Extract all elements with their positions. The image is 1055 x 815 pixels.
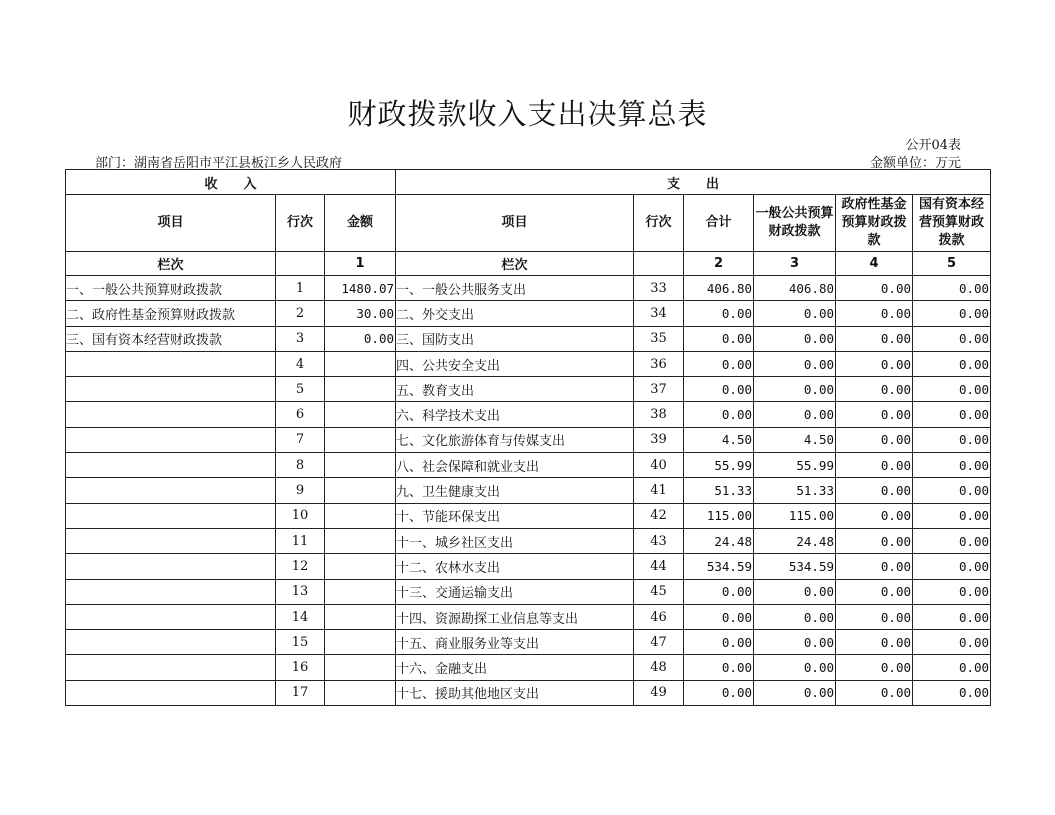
state-capital-cell: 0.00 [913, 655, 991, 680]
expense-row-no-cell: 49 [634, 680, 684, 705]
table-row [66, 402, 991, 427]
state-capital-cell: 0.00 [913, 554, 991, 579]
income-item-cell: 三、国有资本经营财政拨款 [66, 326, 276, 351]
income-row-no-cell: 8 [276, 453, 325, 478]
state-capital-cell: 0.00 [913, 503, 991, 528]
expense-row-no-cell: 40 [634, 453, 684, 478]
gov-fund-cell: 0.00 [836, 554, 913, 579]
column-3: 3 [754, 252, 836, 276]
state-capital-cell: 0.00 [913, 604, 991, 629]
state-capital-cell: 0.00 [913, 528, 991, 553]
general-budget-cell: 0.00 [754, 301, 836, 326]
income-row-no-cell: 12 [276, 554, 325, 579]
table-row [66, 351, 991, 376]
state-capital-cell: 0.00 [913, 402, 991, 427]
income-item-cell [66, 554, 276, 579]
income-amount-cell [325, 655, 396, 680]
expense-item-cell: 二、外交支出 [396, 301, 634, 326]
gov-fund-cell: 0.00 [836, 630, 913, 655]
expense-row-no-cell: 33 [634, 276, 684, 301]
income-row-no-cell: 6 [276, 402, 325, 427]
income-item-cell [66, 377, 276, 402]
column-empty-2 [634, 252, 684, 276]
column-1: 1 [325, 252, 396, 276]
total-cell: 0.00 [684, 402, 754, 427]
general-budget-cell: 0.00 [754, 630, 836, 655]
gov-fund-cell: 0.00 [836, 655, 913, 680]
general-budget-cell: 0.00 [754, 604, 836, 629]
gov-fund-cell: 0.00 [836, 377, 913, 402]
income-row-no-cell: 9 [276, 478, 325, 503]
table-row [66, 554, 991, 579]
general-budget-cell: 0.00 [754, 655, 836, 680]
income-row-no-cell: 2 [276, 301, 325, 326]
state-capital-cell: 0.00 [913, 301, 991, 326]
table-row [66, 377, 991, 402]
income-row-no-cell: 17 [276, 680, 325, 705]
state-capital-cell: 0.00 [913, 326, 991, 351]
income-amount-cell: 0.00 [325, 326, 396, 351]
general-budget-cell: 4.50 [754, 427, 836, 452]
income-amount-cell [325, 680, 396, 705]
gov-fund-cell: 0.00 [836, 503, 913, 528]
income-row-no-cell: 1 [276, 276, 325, 301]
column-empty [276, 252, 325, 276]
income-item-cell [66, 453, 276, 478]
income-amount-cell [325, 351, 396, 376]
expense-item-cell: 七、文化旅游体育与传媒支出 [396, 427, 634, 452]
form-code: 公开04表 [905, 138, 961, 153]
income-amount-header: 金额 [325, 195, 396, 252]
income-row-no-cell: 14 [276, 604, 325, 629]
income-row-no-cell: 16 [276, 655, 325, 680]
general-budget-cell: 0.00 [754, 402, 836, 427]
gov-fund-cell: 0.00 [836, 579, 913, 604]
general-budget-cell: 24.48 [754, 528, 836, 553]
table-row [66, 680, 991, 705]
table-row [66, 301, 991, 326]
income-amount-cell [325, 453, 396, 478]
gov-fund-cell: 0.00 [836, 427, 913, 452]
table-row [66, 276, 991, 301]
total-cell: 24.48 [684, 528, 754, 553]
income-item-cell [66, 503, 276, 528]
expense-item-cell: 六、科学技术支出 [396, 402, 634, 427]
gov-fund-cell: 0.00 [836, 453, 913, 478]
expense-item-cell: 十二、农林水支出 [396, 554, 634, 579]
expense-row-no-cell: 46 [634, 604, 684, 629]
income-amount-cell [325, 554, 396, 579]
expense-row-no-cell: 47 [634, 630, 684, 655]
income-item-cell: 一、一般公共预算财政拨款 [66, 276, 276, 301]
income-row-no-cell: 11 [276, 528, 325, 553]
expense-header: 支 出 [396, 170, 991, 195]
income-amount-cell [325, 402, 396, 427]
total-cell: 0.00 [684, 655, 754, 680]
total-cell: 0.00 [684, 377, 754, 402]
column-4: 4 [836, 252, 913, 276]
expense-item-cell: 十四、资源勘探工业信息等支出 [396, 604, 634, 629]
page-title: 财政拨款收入支出决算总表 [347, 97, 708, 131]
state-capital-cell: 0.00 [913, 276, 991, 301]
general-budget-cell: 534.59 [754, 554, 836, 579]
gov-fund-cell: 0.00 [836, 351, 913, 376]
gov-fund-header: 政府性基金预算财政拨款 [836, 195, 913, 252]
expense-row-no-cell: 38 [634, 402, 684, 427]
income-amount-cell [325, 478, 396, 503]
expense-item-cell: 四、公共安全支出 [396, 351, 634, 376]
expense-item-header: 项目 [396, 195, 634, 252]
expense-item-cell: 十六、金融支出 [396, 655, 634, 680]
income-amount-cell [325, 503, 396, 528]
expense-row-no-header: 行次 [634, 195, 684, 252]
state-capital-cell: 0.00 [913, 630, 991, 655]
column-5: 5 [913, 252, 991, 276]
income-item-cell [66, 630, 276, 655]
table-row [66, 630, 991, 655]
expense-row-no-cell: 34 [634, 301, 684, 326]
general-budget-cell: 0.00 [754, 579, 836, 604]
general-budget-cell: 55.99 [754, 453, 836, 478]
expense-row-no-cell: 35 [634, 326, 684, 351]
expense-row-no-cell: 36 [634, 351, 684, 376]
income-amount-cell [325, 427, 396, 452]
income-item-header: 项目 [66, 195, 276, 252]
general-budget-cell: 115.00 [754, 503, 836, 528]
table-body [66, 276, 991, 706]
state-capital-cell: 0.00 [913, 377, 991, 402]
income-item-cell [66, 680, 276, 705]
table-row [66, 503, 991, 528]
expense-item-cell: 十一、城乡社区支出 [396, 528, 634, 553]
income-amount-cell [325, 377, 396, 402]
income-row-no-cell: 5 [276, 377, 325, 402]
expense-item-cell: 十七、援助其他地区支出 [396, 680, 634, 705]
income-amount-cell [325, 630, 396, 655]
income-item-cell [66, 604, 276, 629]
income-amount-cell: 30.00 [325, 301, 396, 326]
income-amount-cell [325, 579, 396, 604]
expense-row-no-cell: 43 [634, 528, 684, 553]
income-item-cell [66, 655, 276, 680]
final-accounts-table [65, 169, 991, 706]
expense-row-no-cell: 44 [634, 554, 684, 579]
income-row-no-cell: 13 [276, 579, 325, 604]
table-row [66, 453, 991, 478]
income-row-no-cell: 15 [276, 630, 325, 655]
general-budget-cell: 406.80 [754, 276, 836, 301]
income-item-cell [66, 402, 276, 427]
table-row [66, 655, 991, 680]
state-capital-cell: 0.00 [913, 478, 991, 503]
gov-fund-cell: 0.00 [836, 301, 913, 326]
income-row-no-cell: 3 [276, 326, 325, 351]
general-budget-cell: 0.00 [754, 377, 836, 402]
income-item-cell [66, 478, 276, 503]
unit-label: 金额单位：万元 [869, 156, 961, 171]
expense-row-no-cell: 45 [634, 579, 684, 604]
table-row [66, 528, 991, 553]
general-budget-cell: 0.00 [754, 351, 836, 376]
expense-row-no-cell: 39 [634, 427, 684, 452]
expense-item-cell: 十三、交通运输支出 [396, 579, 634, 604]
state-capital-header: 国有资本经营预算财政拨款 [913, 195, 991, 252]
expense-row-no-cell: 42 [634, 503, 684, 528]
total-cell: 115.00 [684, 503, 754, 528]
table-row [66, 478, 991, 503]
expense-row-no-cell: 37 [634, 377, 684, 402]
total-cell: 0.00 [684, 579, 754, 604]
column-label-2: 栏次 [396, 252, 634, 276]
income-row-no-cell: 7 [276, 427, 325, 452]
total-cell: 0.00 [684, 630, 754, 655]
total-cell: 406.80 [684, 276, 754, 301]
income-item-cell [66, 579, 276, 604]
column-2: 2 [684, 252, 754, 276]
table-row [66, 427, 991, 452]
total-cell: 0.00 [684, 604, 754, 629]
total-cell: 4.50 [684, 427, 754, 452]
gov-fund-cell: 0.00 [836, 276, 913, 301]
gov-fund-cell: 0.00 [836, 680, 913, 705]
gov-fund-cell: 0.00 [836, 604, 913, 629]
total-cell: 0.00 [684, 326, 754, 351]
department-label: 部门：湖南省岳阳市平江县板江乡人民政府 [95, 156, 343, 171]
expense-item-cell: 一、一般公共服务支出 [396, 276, 634, 301]
total-cell: 534.59 [684, 554, 754, 579]
expense-item-cell: 九、卫生健康支出 [396, 478, 634, 503]
general-budget-cell: 0.00 [754, 326, 836, 351]
income-row-no-header: 行次 [276, 195, 325, 252]
state-capital-cell: 0.00 [913, 579, 991, 604]
total-cell: 51.33 [684, 478, 754, 503]
income-item-cell: 二、政府性基金预算财政拨款 [66, 301, 276, 326]
general-budget-cell: 51.33 [754, 478, 836, 503]
total-header: 合计 [684, 195, 754, 252]
state-capital-cell: 0.00 [913, 680, 991, 705]
table-row [66, 604, 991, 629]
general-budget-header: 一般公共预算财政拨款 [754, 195, 836, 252]
expense-item-cell: 三、国防支出 [396, 326, 634, 351]
gov-fund-cell: 0.00 [836, 528, 913, 553]
expense-item-cell: 五、教育支出 [396, 377, 634, 402]
state-capital-cell: 0.00 [913, 427, 991, 452]
state-capital-cell: 0.00 [913, 351, 991, 376]
table-row [66, 326, 991, 351]
state-capital-cell: 0.00 [913, 453, 991, 478]
income-row-no-cell: 4 [276, 351, 325, 376]
expense-row-no-cell: 48 [634, 655, 684, 680]
total-cell: 0.00 [684, 351, 754, 376]
gov-fund-cell: 0.00 [836, 402, 913, 427]
total-cell: 55.99 [684, 453, 754, 478]
general-budget-cell: 0.00 [754, 680, 836, 705]
income-amount-cell: 1480.07 [325, 276, 396, 301]
expense-item-cell: 八、社会保障和就业支出 [396, 453, 634, 478]
expense-row-no-cell: 41 [634, 478, 684, 503]
income-item-cell [66, 351, 276, 376]
income-amount-cell [325, 604, 396, 629]
income-amount-cell [325, 528, 396, 553]
income-item-cell [66, 427, 276, 452]
table-row [66, 579, 991, 604]
income-item-cell [66, 528, 276, 553]
total-cell: 0.00 [684, 301, 754, 326]
column-label: 栏次 [66, 252, 276, 276]
gov-fund-cell: 0.00 [836, 326, 913, 351]
income-row-no-cell: 10 [276, 503, 325, 528]
total-cell: 0.00 [684, 680, 754, 705]
income-header: 收 入 [66, 170, 396, 195]
expense-item-cell: 十五、商业服务业等支出 [396, 630, 634, 655]
expense-item-cell: 十、节能环保支出 [396, 503, 634, 528]
gov-fund-cell: 0.00 [836, 478, 913, 503]
